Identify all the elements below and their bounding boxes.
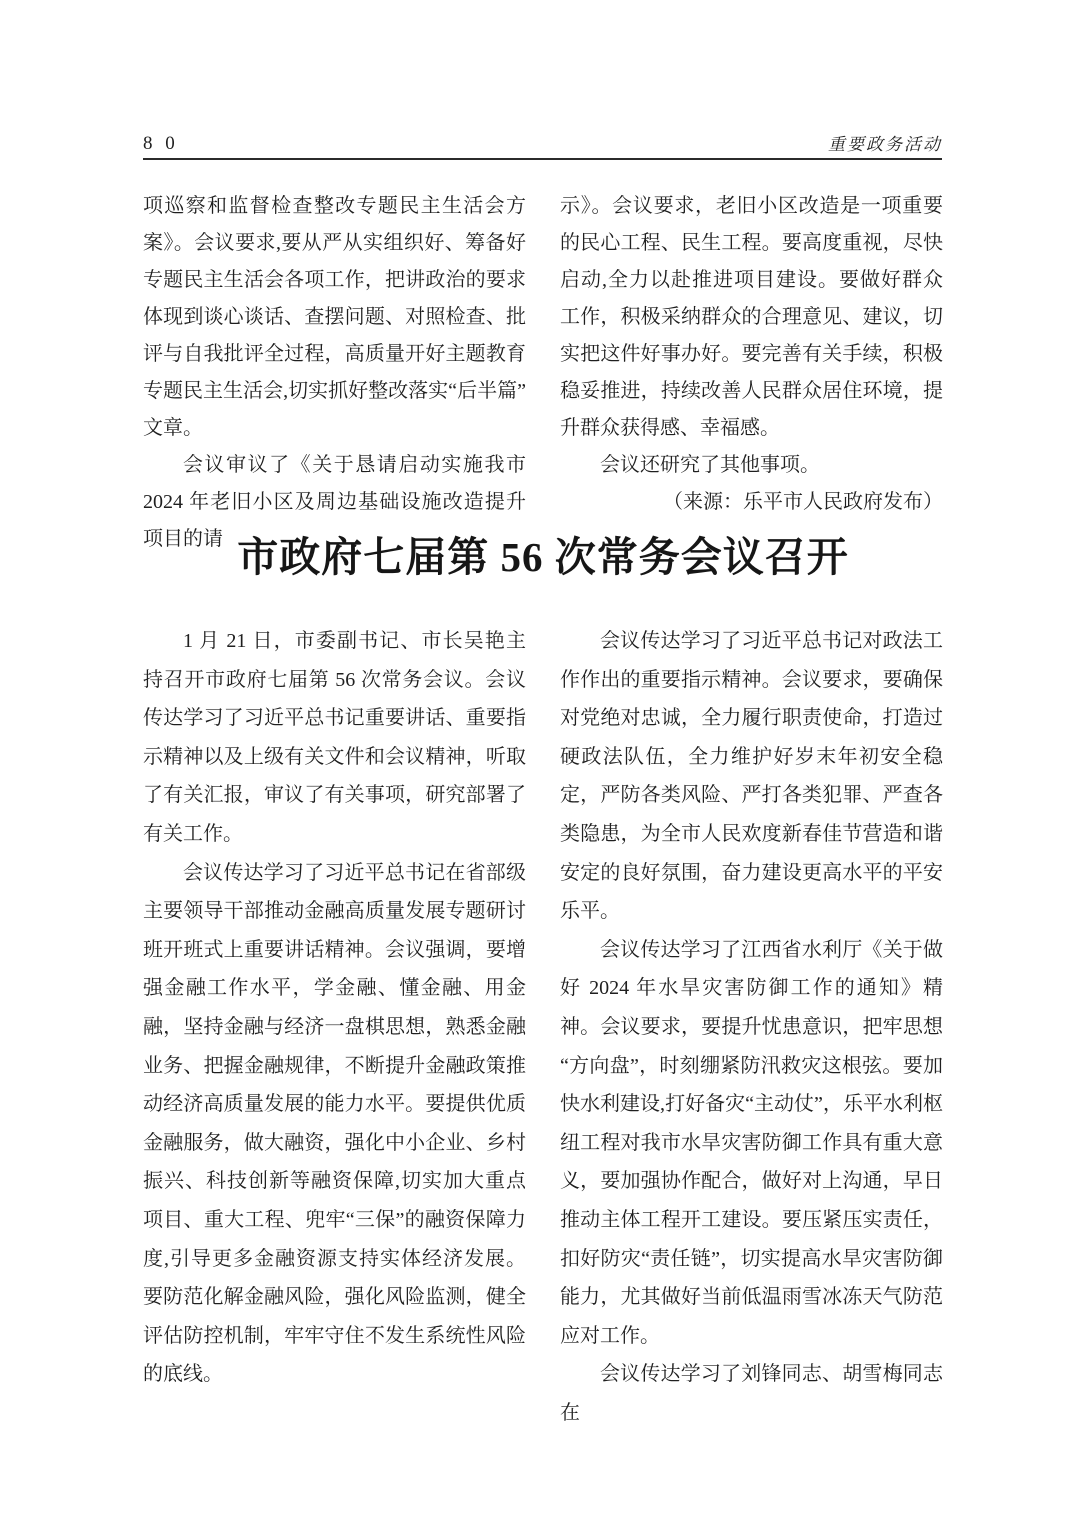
paragraph: 项巡察和监督检查整改专题民主生活会方案》。会议要求,要从严从实组织好、筹备好专题民主生活会各项工作，把讲政治的要求体现到谈心谈话、查摆问题、对照检查、批评与自我批评全过程，高质量开好主题教育专题民主生活会,切实抓好整改落实“后半篇”文章。 xyxy=(143,195,526,439)
paragraph: 会议传达学习了习近平总书记在省部级主要领导干部推动金融高质量发展专题研讨班开班式上重要讲话精神。会议强调，要增强金融工作水平，学金融、懂金融、用金融，坚持金融与经济一盘棋思想，熟悉金融业务、把握金融规律，不断提升金融政策推动经济高质量发展的能力水平。要提供优质金融服务，做大融资，强化中小企业、乡村振兴、科技创新等融资保障,切实加大重点项目、重大工程、兜牢“三保”的融资保障力度,引导更多金融资源支持实体经济发展。要防范化解金融风险，强化风险监测，健全评估防控机制，牢牢守住不发生系统性风险的底线。 xyxy=(143,861,526,1386)
prev-article-body xyxy=(143,188,943,558)
source-line: （来源：乐平市人民政府发布） xyxy=(663,491,943,513)
paragraph: 1 月 21 日，市委副书记、市长吴艳主持召开市政府七届第 56 次常务会议。会议传达学习了习近平总书记重要讲话、重要指示精神以及上级有关文件和会议精神，听取了有关汇报，审议了有关事项，研究部署了有关工作。 xyxy=(143,630,526,845)
page-number: 8 0 xyxy=(143,133,179,154)
page-header xyxy=(143,130,942,160)
paragraph: 会议审议了《关于恳请启动实施我市 2024 年老旧小区及周边基础设施改造提升项目的请 xyxy=(143,454,526,550)
paragraph: 会议传达学习了刘锋同志、胡雪梅同志在 xyxy=(560,1363,943,1424)
main-article-right-column xyxy=(560,622,943,1432)
prev-article-right-column xyxy=(560,188,943,558)
paragraph: 示》。会议要求，老旧小区改造是一项重要的民心工程、民生工程。要高度重视，尽快启动,全力以赴推进项目建设。要做好群众工作，积极采纳群众的合理意见、建议，切实把这件好事办好。要完善有关手续，积极稳妥推进，持续改善人民群众居住环境，提升群众获得感、幸福感。 xyxy=(560,195,943,439)
paragraph: 会议传达学习了江西省水利厅《关于做好 2024 年水旱灾害防御工作的通知》精神。会议要求，要提升忧患意识，把牢思想“方向盘”，时刻绷紧防汛救灾这根弦。要加快水利建设,打好备灾“主动仗”，乐平水利枢纽工程对我市水旱灾害防御工作具有重大意义，要加强协作配合，做好对上沟通，早日推动主体工程开工建设。要压紧压实责任，扣好防灾“责任链”，切实提高水旱灾害防御能力，尤其做好当前低温雨雪冰冻天气防范应对工作。 xyxy=(560,938,943,1347)
main-article-left-column xyxy=(143,622,526,1432)
main-article-body xyxy=(143,622,943,1432)
section-label: 重要政务活动 xyxy=(828,135,942,154)
paragraph: 会议还研究了其他事项。 xyxy=(600,454,820,476)
article-title: 市政府七届第 56 次常务会议召开 xyxy=(237,534,849,580)
paragraph: 会议传达学习了习近平总书记对政法工作作出的重要指示精神。会议要求，要确保对党绝对忠诚，全力履行职责使命，打造过硬政法队伍，全力维护好岁末年初安全稳定，严防各类风险、严打各类犯罪、严查各类隐患，为全市人民欢度新春佳节营造和谐安定的良好氛围，奋力建设更高水平的平安乐平。 xyxy=(560,630,943,923)
prev-article-left-column xyxy=(143,188,526,558)
